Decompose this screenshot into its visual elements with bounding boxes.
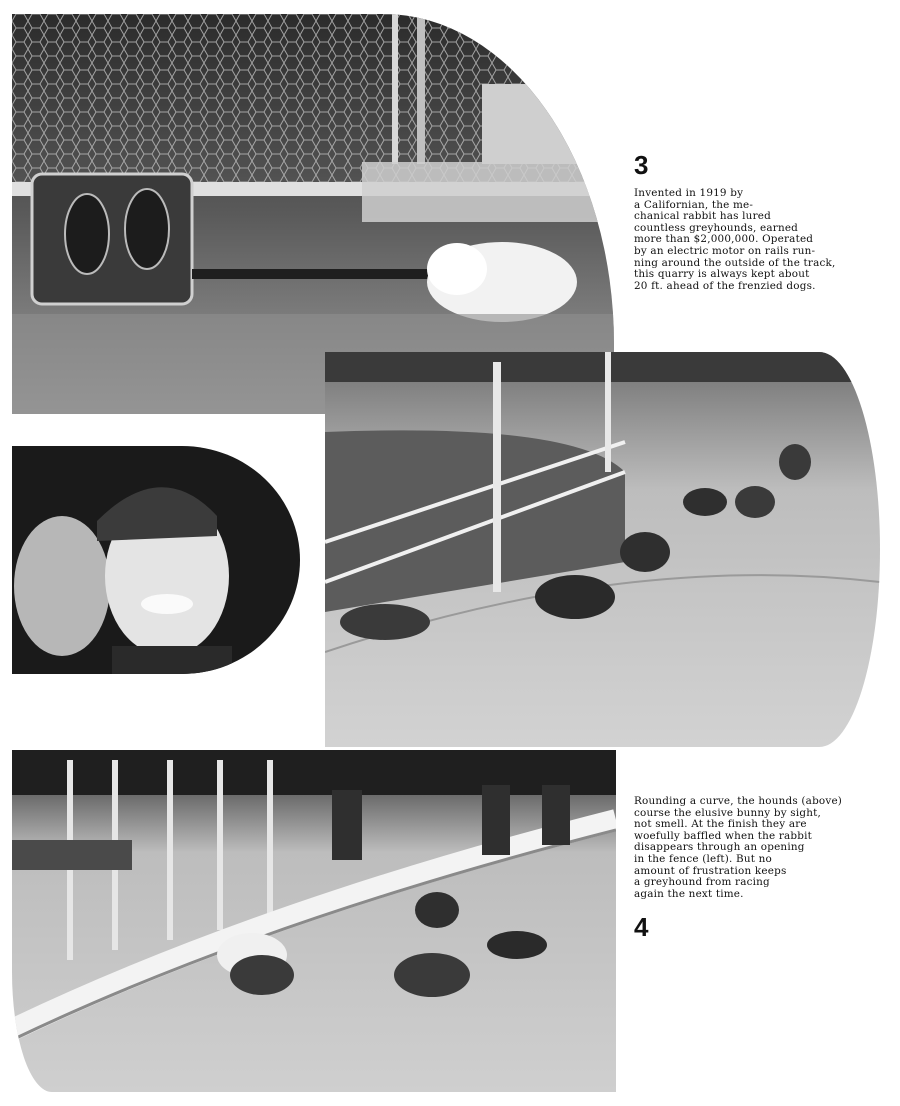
caption-line: by an electric motor on rails run-: [634, 244, 816, 257]
caption-line: in the fence (left). But no: [634, 852, 772, 865]
caption-line: Rounding a curve, the hounds (above): [634, 795, 843, 807]
caption-line: course the elusive bunny by sight,: [634, 806, 821, 819]
caption-line: disappears through an opening: [634, 841, 805, 854]
photo-finish-line: [12, 750, 616, 1092]
caption-line: amount of frustration keeps: [634, 864, 787, 877]
caption-line: more than $2,000,000. Operated: [634, 233, 814, 246]
photo-spectators-oval: [12, 436, 312, 686]
caption-line: this quarry is always kept about: [634, 268, 810, 281]
caption-line: woefully baffled when the rabbit: [634, 829, 813, 842]
caption-line: Invented in 1919 by: [634, 187, 744, 199]
caption-line: a greyhound from racing: [634, 876, 770, 889]
section-number-3: 3: [634, 150, 648, 180]
caption-line: again the next time.: [634, 887, 744, 900]
caption-line: not smell. At the finish they are: [634, 818, 807, 831]
caption-line: ning around the outside of the track,: [634, 256, 836, 269]
caption-line: a Californian, the me-: [634, 198, 754, 211]
caption-mechanical-rabbit: [634, 187, 836, 292]
section-number-4: 4: [634, 912, 648, 942]
caption-line: countless greyhounds, earned: [634, 221, 799, 234]
spectators-oval-frame: [12, 446, 300, 674]
caption-rounding-curve: [634, 795, 843, 900]
caption-line: chanical rabbit has lured: [634, 210, 771, 223]
photo-hounds-rounding-curve: [325, 352, 880, 747]
caption-line: 20 ft. ahead of the frenzied dogs.: [634, 279, 816, 292]
